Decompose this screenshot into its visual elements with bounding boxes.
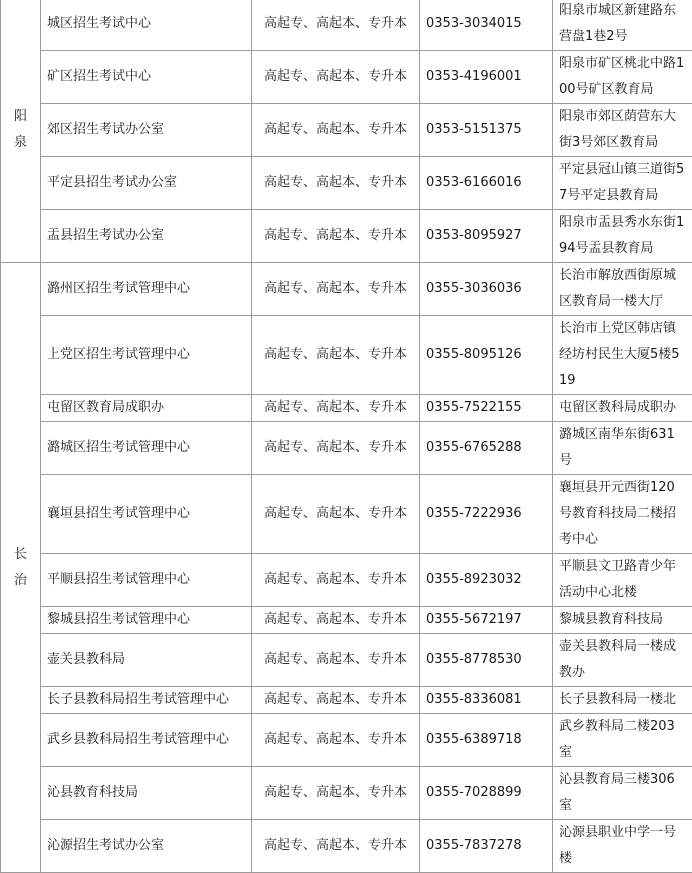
enrollment-type-cell: 高起专、高起本、专升本 (252, 475, 420, 554)
table-row (1, 0, 692, 51)
table-row (1, 767, 692, 820)
enrollment-type-cell: 高起专、高起本、专升本 (252, 263, 420, 316)
phone-cell: 0355-8336081 (420, 687, 553, 714)
office-name-cell: 沁源招生考试办公室 (41, 820, 252, 873)
office-name-cell: 盂县招生考试办公室 (41, 210, 252, 263)
address-cell: 潞城区南华东街631号 (553, 422, 692, 475)
enrollment-type-cell: 高起专、高起本、专升本 (252, 104, 420, 157)
city-cell (1, 263, 41, 873)
office-name-cell: 襄垣县招生考试管理中心 (41, 475, 252, 554)
table-row (1, 634, 692, 687)
phone-cell: 0353-6166016 (420, 157, 553, 210)
enrollment-type-cell: 高起专、高起本、专升本 (252, 820, 420, 873)
enrollment-type-cell: 高起专、高起本、专升本 (252, 767, 420, 820)
address-cell: 长子县教科局一楼北 (553, 687, 692, 714)
table-row (1, 687, 692, 714)
address-cell: 阳泉市盂县秀水东街194号盂县教育局 (553, 210, 692, 263)
city-name-char: 长 (7, 542, 34, 568)
city-name-char: 泉 (7, 130, 34, 156)
enrollment-type-cell: 高起专、高起本、专升本 (252, 157, 420, 210)
table-row (1, 263, 692, 316)
table-row (1, 554, 692, 607)
table-body (1, 0, 692, 873)
address-cell: 阳泉市郊区荫营东大街3号郊区教育局 (553, 104, 692, 157)
table-row (1, 104, 692, 157)
phone-cell: 0355-8778530 (420, 634, 553, 687)
table-row (1, 607, 692, 634)
phone-cell: 0353-5151375 (420, 104, 553, 157)
address-cell: 屯留区教科局成职办 (553, 395, 692, 422)
phone-cell: 0355-7837278 (420, 820, 553, 873)
phone-cell: 0355-5672197 (420, 607, 553, 634)
city-name-char: 治 (7, 568, 34, 594)
enrollment-type-cell: 高起专、高起本、专升本 (252, 634, 420, 687)
table-row (1, 210, 692, 263)
office-name-cell: 潞州区招生考试管理中心 (41, 263, 252, 316)
table-row (1, 475, 692, 554)
phone-cell: 0355-7522155 (420, 395, 553, 422)
phone-cell: 0355-7028899 (420, 767, 553, 820)
phone-cell: 0355-8095126 (420, 316, 553, 395)
phone-cell: 0353-4196001 (420, 51, 553, 104)
enrollment-type-cell: 高起专、高起本、专升本 (252, 0, 420, 51)
enrollment-type-cell: 高起专、高起本、专升本 (252, 714, 420, 767)
office-name-cell: 平定县招生考试办公室 (41, 157, 252, 210)
phone-cell: 0355-8923032 (420, 554, 553, 607)
enrollment-type-cell: 高起专、高起本、专升本 (252, 607, 420, 634)
table-row (1, 316, 692, 395)
table-row (1, 395, 692, 422)
address-cell: 壶关县教科局一楼成教办 (553, 634, 692, 687)
enrollment-type-cell: 高起专、高起本、专升本 (252, 422, 420, 475)
table-row (1, 422, 692, 475)
phone-cell: 0353-8095927 (420, 210, 553, 263)
office-name-cell: 城区招生考试中心 (41, 0, 252, 51)
phone-cell: 0355-3036036 (420, 263, 553, 316)
city-cell (1, 0, 41, 263)
address-cell: 平定县冠山镇三道街57号平定县教育局 (553, 157, 692, 210)
enrollment-type-cell: 高起专、高起本、专升本 (252, 554, 420, 607)
address-cell: 沁源县职业中学一号楼 (553, 820, 692, 873)
phone-cell: 0353-3034015 (420, 0, 553, 51)
enrollment-type-cell: 高起专、高起本、专升本 (252, 210, 420, 263)
address-cell: 黎城县教育科技局 (553, 607, 692, 634)
office-name-cell: 矿区招生考试中心 (41, 51, 252, 104)
office-name-cell: 上党区招生考试管理中心 (41, 316, 252, 395)
address-cell: 沁县教育局三楼306室 (553, 767, 692, 820)
office-name-cell: 潞城区招生考试管理中心 (41, 422, 252, 475)
phone-cell: 0355-6389718 (420, 714, 553, 767)
office-name-cell: 郊区招生考试办公室 (41, 104, 252, 157)
phone-cell: 0355-6765288 (420, 422, 553, 475)
phone-cell: 0355-7222936 (420, 475, 553, 554)
address-cell: 武乡教科局二楼203室 (553, 714, 692, 767)
address-cell: 平顺县文卫路青少年活动中心北楼 (553, 554, 692, 607)
address-cell: 阳泉市矿区桃北中路100号矿区教育局 (553, 51, 692, 104)
office-name-cell: 长子县教科局招生考试管理中心 (41, 687, 252, 714)
address-cell: 长治市上党区韩店镇经坊村民生大厦5楼519 (553, 316, 692, 395)
enrollment-type-cell: 高起专、高起本、专升本 (252, 316, 420, 395)
address-cell: 长治市解放西街原城区教育局一楼大厅 (553, 263, 692, 316)
office-name-cell: 壶关县教科局 (41, 634, 252, 687)
address-cell: 阳泉市城区新建路东营盘1巷2号 (553, 0, 692, 51)
office-name-cell: 武乡县教科局招生考试管理中心 (41, 714, 252, 767)
city-name-char: 阳 (7, 104, 34, 130)
enrollment-type-cell: 高起专、高起本、专升本 (252, 395, 420, 422)
table-row (1, 714, 692, 767)
table-row (1, 157, 692, 210)
table-row (1, 820, 692, 873)
office-name-cell: 沁县教育科技局 (41, 767, 252, 820)
enrollment-type-cell: 高起专、高起本、专升本 (252, 51, 420, 104)
office-name-cell: 屯留区教育局成职办 (41, 395, 252, 422)
office-name-cell: 黎城县招生考试管理中心 (41, 607, 252, 634)
office-name-cell: 平顺县招生考试管理中心 (41, 554, 252, 607)
table-row (1, 51, 692, 104)
address-cell: 襄垣县开元西街120号教育科技局二楼招考中心 (553, 475, 692, 554)
enrollment-type-cell: 高起专、高起本、专升本 (252, 687, 420, 714)
